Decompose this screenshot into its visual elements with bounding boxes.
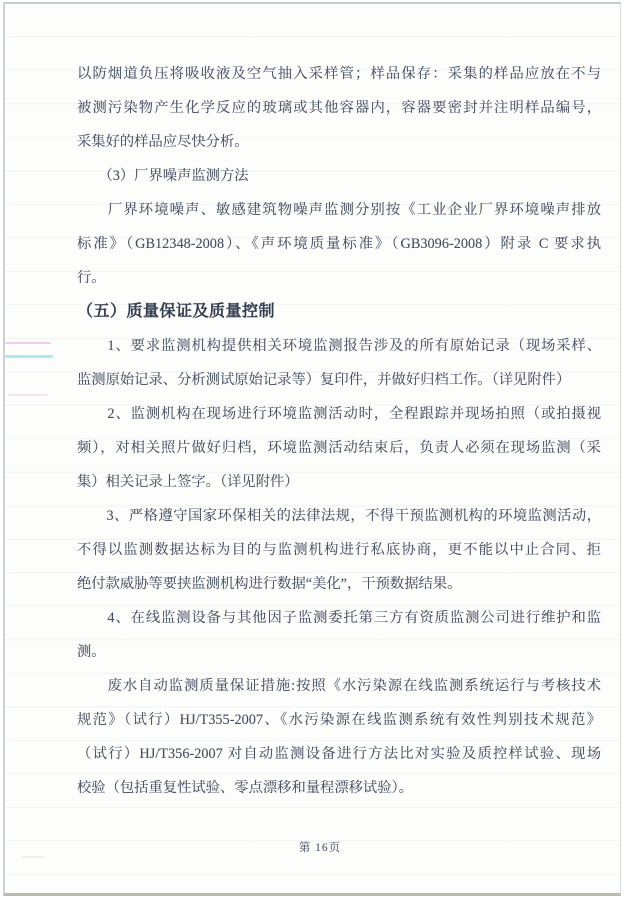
page-number: 第 16页 — [298, 842, 342, 854]
text-line: （五）质量保证及质量控制 — [77, 303, 276, 320]
text-line: 规范》（试行）HJ/T355-2007、《水污染源在线监测系统有效性判别技术规范》 — [77, 712, 601, 728]
paragraph — [77, 669, 601, 805]
paragraph — [77, 601, 601, 669]
scan-artifact-cyan — [5, 355, 53, 358]
document-content — [77, 57, 601, 805]
text-line: 测。 — [77, 644, 106, 660]
scan-artifact — [22, 856, 44, 858]
text-line: （试行）HJ/T356-2007 对自动监测设备进行方法比对实验及质控样试验、现场 — [77, 746, 601, 762]
text-line: 监测原始记录、分析测试原始记录等）复印件，并做好归档工作。（详见附件） — [77, 372, 571, 388]
text-line: 集）相关记录上签字。（详见附件） — [77, 474, 299, 490]
text-line: 废水自动监测质量保证措施:按照《水污染源在线监测系统运行与考核技术 — [77, 678, 601, 694]
text-line: 1、要求监测机构提供相关环境监测报告涉及的所有原始记录（现场采样、 — [77, 338, 601, 354]
text-line: （3）厂界噪声监测方法 — [77, 168, 249, 184]
text-line: 被测污染物产生化学反应的玻璃或其他容器内，容器要密封并注明样品编号， — [77, 100, 601, 116]
paragraph — [77, 193, 601, 295]
text-line: 不得以监测数据达标为目的与监测机构进行私底协商，更不能以中止合同、拒 — [77, 542, 601, 558]
paragraph — [77, 499, 601, 601]
section-heading — [77, 295, 601, 329]
text-line: 4、在线监测设备与其他因子监测委托第三方有资质监测公司进行维护和监 — [77, 610, 601, 626]
text-line: 校验（包括重复性试验、零点漂移和量程漂移试验）。 — [77, 780, 413, 796]
paragraph — [77, 57, 601, 159]
text-line: 采集好的样品应尽快分析。 — [77, 134, 249, 150]
text-line: 行。 — [77, 270, 106, 286]
text-line: 2、监测机构在现场进行环境监测活动时，全程跟踪并现场拍照（或拍摄视 — [77, 406, 601, 422]
text-line: 标准》（GB12348-2008）、《声环境质量标准》（GB3096-2008）附录 C 要求执 — [77, 236, 601, 252]
text-line: 3、严格遵守国家环保相关的法律法规，不得干预监测机构的环境监测活动， — [77, 508, 601, 524]
paragraph — [77, 397, 601, 499]
page-footer — [0, 839, 640, 855]
scan-artifact-pink — [5, 342, 51, 344]
text-line: 绝付款威胁等要挟监测机构进行数据“美化”，干预数据结果。 — [77, 576, 462, 592]
paragraph — [77, 159, 601, 193]
paragraph — [77, 329, 601, 397]
text-line: 以防烟道负压将吸收液及空气抽入采样管；样品保存：采集的样品应放在不与 — [77, 66, 601, 82]
text-line: 频），对相关照片做好归档，环境监测活动结束后，负责人必须在现场监测（采 — [77, 440, 601, 456]
scan-artifact-pink — [8, 394, 48, 396]
text-line: 厂界环境噪声、敏感建筑物噪声监测分别按《工业企业厂界环境噪声排放 — [77, 202, 601, 218]
